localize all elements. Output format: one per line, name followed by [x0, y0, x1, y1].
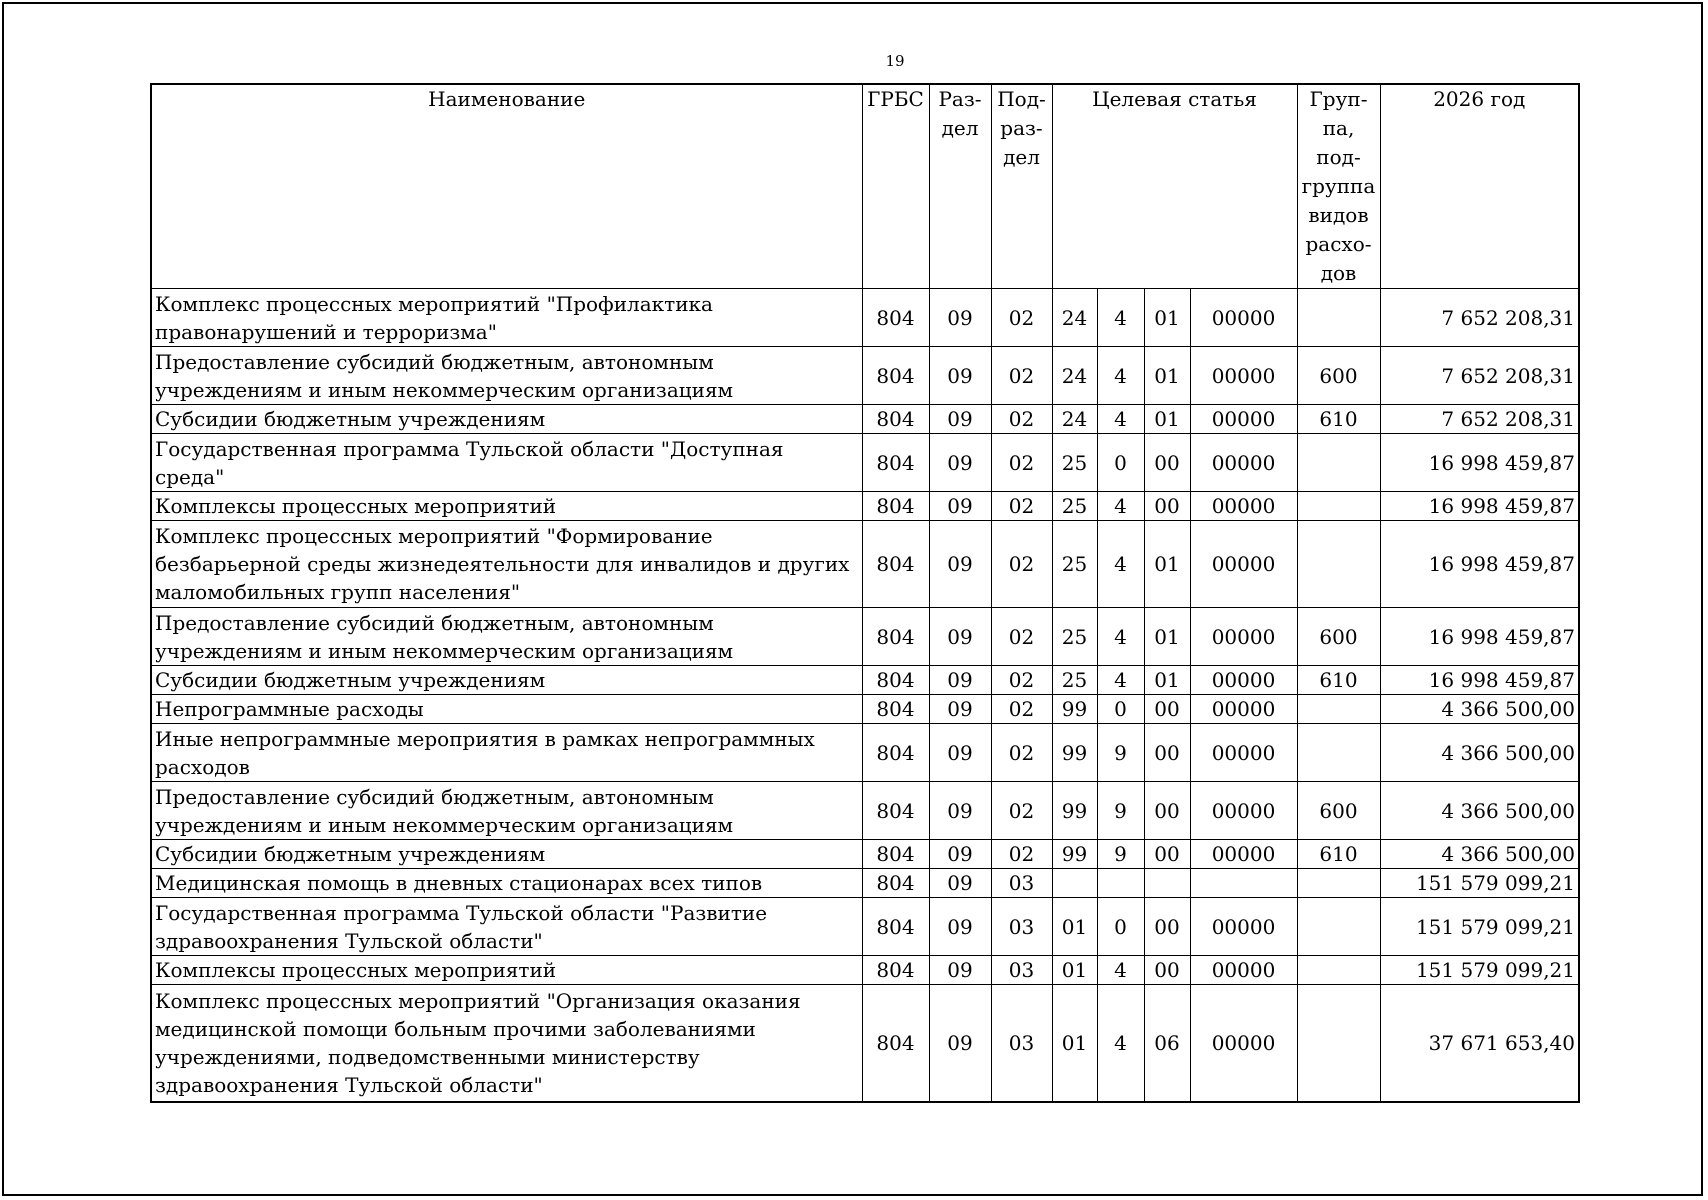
row-cs-type: 0 — [1097, 695, 1144, 724]
table-row — [151, 840, 1579, 869]
row-razdel: 09 — [929, 405, 991, 434]
row-vid-rashodov — [1297, 289, 1380, 347]
row-vid-rashodov — [1297, 434, 1380, 492]
row-grbs: 804 — [862, 405, 929, 434]
row-cs-type: 4 — [1097, 956, 1144, 985]
row-cs-program: 01 — [1052, 985, 1097, 1102]
row-grbs: 804 — [862, 492, 929, 521]
row-cs-program: 01 — [1052, 956, 1097, 985]
row-podrazdel: 02 — [991, 347, 1052, 405]
row-razdel: 09 — [929, 666, 991, 695]
row-cs-program: 25 — [1052, 666, 1097, 695]
row-cs-direction: 00000 — [1190, 608, 1297, 666]
row-cs-program: 25 — [1052, 434, 1097, 492]
row-cs-structure: 01 — [1144, 521, 1190, 608]
row-cs-direction: 00000 — [1190, 782, 1297, 840]
row-vid-rashodov: 610 — [1297, 666, 1380, 695]
row-cs-structure: 01 — [1144, 289, 1190, 347]
table-row — [151, 666, 1579, 695]
row-podrazdel: 03 — [991, 985, 1052, 1102]
row-cs-structure: 06 — [1144, 985, 1190, 1102]
row-vid-rashodov — [1297, 724, 1380, 782]
row-grbs: 804 — [862, 898, 929, 956]
row-name: Предоставление субсидий бюджетным, автономным учреждениям и иным некоммерческим организациям — [151, 782, 862, 840]
table-row — [151, 608, 1579, 666]
header-razdel: Раз-дел — [929, 84, 991, 289]
row-podrazdel: 02 — [991, 492, 1052, 521]
row-cs-type: 4 — [1097, 608, 1144, 666]
row-cs-structure: 00 — [1144, 898, 1190, 956]
table-row — [151, 956, 1579, 985]
table-row — [151, 782, 1579, 840]
row-amount: 16 998 459,87 — [1380, 521, 1579, 608]
row-razdel: 09 — [929, 434, 991, 492]
page-number: 19 — [885, 52, 905, 70]
row-vid-rashodov: 610 — [1297, 405, 1380, 434]
row-name: Субсидии бюджетным учреждениям — [151, 840, 862, 869]
row-cs-program: 24 — [1052, 405, 1097, 434]
row-amount: 151 579 099,21 — [1380, 869, 1579, 898]
row-cs-type: 9 — [1097, 724, 1144, 782]
row-amount: 37 671 653,40 — [1380, 985, 1579, 1102]
row-amount: 4 366 500,00 — [1380, 840, 1579, 869]
row-cs-type: 9 — [1097, 782, 1144, 840]
row-cs-structure: 00 — [1144, 840, 1190, 869]
row-cs-program: 99 — [1052, 840, 1097, 869]
row-cs-type: 4 — [1097, 985, 1144, 1102]
row-cs-type: 4 — [1097, 521, 1144, 608]
row-podrazdel: 02 — [991, 840, 1052, 869]
row-cs-structure: 00 — [1144, 434, 1190, 492]
row-razdel: 09 — [929, 985, 991, 1102]
header-podrazdel: Под-раз-дел — [991, 84, 1052, 289]
row-cs-structure: 01 — [1144, 608, 1190, 666]
row-vid-rashodov: 600 — [1297, 782, 1380, 840]
row-cs-type: 0 — [1097, 434, 1144, 492]
row-podrazdel: 02 — [991, 724, 1052, 782]
row-amount: 7 652 208,31 — [1380, 289, 1579, 347]
row-name: Предоставление субсидий бюджетным, автономным учреждениям и иным некоммерческим организациям — [151, 347, 862, 405]
row-cs-direction: 00000 — [1190, 521, 1297, 608]
row-grbs: 804 — [862, 695, 929, 724]
row-name: Комплекс процессных мероприятий "Формирование безбарьерной среды жизнедеятельности для инвалидов и других маломобильных групп населения" — [151, 521, 862, 608]
row-cs-direction: 00000 — [1190, 695, 1297, 724]
table-row — [151, 521, 1579, 608]
row-razdel: 09 — [929, 724, 991, 782]
row-cs-structure: 00 — [1144, 695, 1190, 724]
row-cs-program: 25 — [1052, 521, 1097, 608]
row-cs-direction: 00000 — [1190, 666, 1297, 695]
row-name: Субсидии бюджетным учреждениям — [151, 666, 862, 695]
row-name: Комплексы процессных мероприятий — [151, 492, 862, 521]
row-name: Государственная программа Тульской области "Доступная среда" — [151, 434, 862, 492]
row-cs-structure: 01 — [1144, 347, 1190, 405]
row-name: Комплекс процессных мероприятий "Организация оказания медицинской помощи больным прочими заболеваниями учреждениями, подведомственными министерству здравоохранения Тульской области" — [151, 985, 862, 1102]
table-row — [151, 434, 1579, 492]
row-amount: 16 998 459,87 — [1380, 608, 1579, 666]
header-row — [151, 84, 1579, 289]
row-razdel: 09 — [929, 608, 991, 666]
row-name: Медицинская помощь в дневных стационарах всех типов — [151, 869, 862, 898]
row-cs-direction: 00000 — [1190, 985, 1297, 1102]
row-razdel: 09 — [929, 695, 991, 724]
row-amount: 16 998 459,87 — [1380, 434, 1579, 492]
row-vid-rashodov — [1297, 521, 1380, 608]
row-cs-structure: 00 — [1144, 492, 1190, 521]
row-cs-type: 4 — [1097, 347, 1144, 405]
row-cs-direction: 00000 — [1190, 840, 1297, 869]
row-cs-direction: 00000 — [1190, 434, 1297, 492]
header-grbs: ГРБС — [862, 84, 929, 289]
row-vid-rashodov: 600 — [1297, 608, 1380, 666]
row-razdel: 09 — [929, 521, 991, 608]
row-cs-structure: 00 — [1144, 956, 1190, 985]
row-amount: 7 652 208,31 — [1380, 347, 1579, 405]
row-name: Иные непрограммные мероприятия в рамках непрограммных расходов — [151, 724, 862, 782]
row-grbs: 804 — [862, 869, 929, 898]
row-amount: 151 579 099,21 — [1380, 898, 1579, 956]
row-name: Государственная программа Тульской области "Развитие здравоохранения Тульской области" — [151, 898, 862, 956]
table-body — [151, 289, 1579, 1102]
table-row — [151, 492, 1579, 521]
table-row — [151, 405, 1579, 434]
row-cs-type: 4 — [1097, 289, 1144, 347]
row-cs-program: 99 — [1052, 782, 1097, 840]
row-cs-type: 4 — [1097, 666, 1144, 695]
row-razdel: 09 — [929, 289, 991, 347]
row-amount: 7 652 208,31 — [1380, 405, 1579, 434]
row-cs-structure: 01 — [1144, 405, 1190, 434]
row-razdel: 09 — [929, 840, 991, 869]
row-amount: 4 366 500,00 — [1380, 782, 1579, 840]
table-row — [151, 869, 1579, 898]
row-name: Субсидии бюджетным учреждениям — [151, 405, 862, 434]
row-vid-rashodov — [1297, 898, 1380, 956]
row-vid-rashodov — [1297, 956, 1380, 985]
row-cs-direction: 00000 — [1190, 956, 1297, 985]
row-razdel: 09 — [929, 898, 991, 956]
row-name: Непрограммные расходы — [151, 695, 862, 724]
row-cs-program: 99 — [1052, 724, 1097, 782]
row-cs-type: 0 — [1097, 898, 1144, 956]
row-cs-direction: 00000 — [1190, 289, 1297, 347]
row-amount: 4 366 500,00 — [1380, 724, 1579, 782]
row-cs-program: 24 — [1052, 347, 1097, 405]
row-cs-type: 4 — [1097, 492, 1144, 521]
row-grbs: 804 — [862, 434, 929, 492]
row-grbs: 804 — [862, 347, 929, 405]
row-podrazdel: 02 — [991, 521, 1052, 608]
row-cs-type: 4 — [1097, 405, 1144, 434]
row-grbs: 804 — [862, 956, 929, 985]
row-vid-rashodov: 600 — [1297, 347, 1380, 405]
row-podrazdel: 02 — [991, 695, 1052, 724]
row-cs-direction: 00000 — [1190, 492, 1297, 521]
table-row — [151, 347, 1579, 405]
row-razdel: 09 — [929, 869, 991, 898]
row-razdel: 09 — [929, 492, 991, 521]
row-cs-direction: 00000 — [1190, 405, 1297, 434]
row-podrazdel: 02 — [991, 782, 1052, 840]
row-podrazdel: 02 — [991, 666, 1052, 695]
row-razdel: 09 — [929, 956, 991, 985]
row-amount: 16 998 459,87 — [1380, 492, 1579, 521]
row-podrazdel: 02 — [991, 434, 1052, 492]
row-cs-structure: 00 — [1144, 724, 1190, 782]
row-cs-structure: 01 — [1144, 666, 1190, 695]
row-cs-direction: 00000 — [1190, 724, 1297, 782]
row-podrazdel: 02 — [991, 608, 1052, 666]
row-vid-rashodov: 610 — [1297, 840, 1380, 869]
row-podrazdel: 03 — [991, 898, 1052, 956]
row-cs-type: 9 — [1097, 840, 1144, 869]
row-vid-rashodov — [1297, 492, 1380, 521]
table-row — [151, 724, 1579, 782]
row-cs-program: 99 — [1052, 695, 1097, 724]
table-row — [151, 289, 1579, 347]
row-cs-program: 25 — [1052, 608, 1097, 666]
header-year: 2026 год — [1380, 84, 1579, 289]
header-name: Наименование — [151, 84, 862, 289]
header-gruppa-vidov-rashodov: Груп-па, под-группа видов расхо-дов — [1297, 84, 1380, 289]
row-cs-structure — [1144, 869, 1190, 898]
table-row — [151, 695, 1579, 724]
row-name: Предоставление субсидий бюджетным, автономным учреждениям и иным некоммерческим организациям — [151, 608, 862, 666]
row-cs-program: 01 — [1052, 898, 1097, 956]
row-vid-rashodov — [1297, 985, 1380, 1102]
row-amount: 4 366 500,00 — [1380, 695, 1579, 724]
row-cs-structure: 00 — [1144, 782, 1190, 840]
row-cs-type — [1097, 869, 1144, 898]
row-vid-rashodov — [1297, 695, 1380, 724]
row-grbs: 804 — [862, 666, 929, 695]
row-cs-direction: 00000 — [1190, 898, 1297, 956]
budget-table — [150, 83, 1580, 1103]
row-grbs: 804 — [862, 608, 929, 666]
row-vid-rashodov — [1297, 869, 1380, 898]
row-amount: 151 579 099,21 — [1380, 956, 1579, 985]
row-cs-direction — [1190, 869, 1297, 898]
row-razdel: 09 — [929, 347, 991, 405]
row-podrazdel: 03 — [991, 869, 1052, 898]
table-row — [151, 985, 1579, 1102]
row-cs-program: 24 — [1052, 289, 1097, 347]
table-row — [151, 898, 1579, 956]
row-podrazdel: 02 — [991, 405, 1052, 434]
row-cs-program: 25 — [1052, 492, 1097, 521]
row-grbs: 804 — [862, 724, 929, 782]
row-grbs: 804 — [862, 985, 929, 1102]
row-grbs: 804 — [862, 840, 929, 869]
row-razdel: 09 — [929, 782, 991, 840]
header-celevaya-statya: Целевая статья — [1052, 84, 1297, 289]
row-cs-direction: 00000 — [1190, 347, 1297, 405]
row-amount: 16 998 459,87 — [1380, 666, 1579, 695]
row-name: Комплексы процессных мероприятий — [151, 956, 862, 985]
row-cs-program — [1052, 869, 1097, 898]
row-podrazdel: 03 — [991, 956, 1052, 985]
row-grbs: 804 — [862, 782, 929, 840]
row-podrazdel: 02 — [991, 289, 1052, 347]
row-name: Комплекс процессных мероприятий "Профилактика правонарушений и терроризма" — [151, 289, 862, 347]
row-grbs: 804 — [862, 521, 929, 608]
row-grbs: 804 — [862, 289, 929, 347]
